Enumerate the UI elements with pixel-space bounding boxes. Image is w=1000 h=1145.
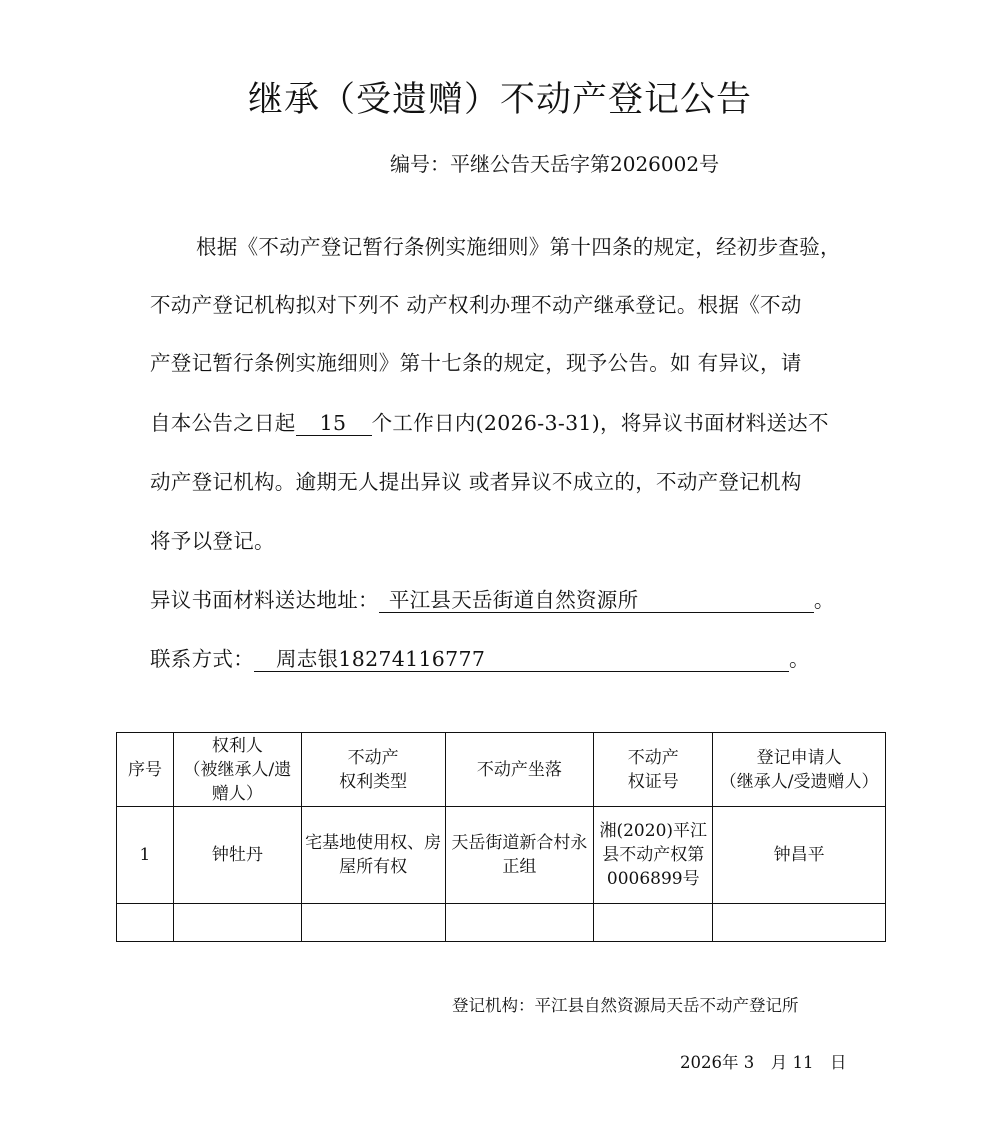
contact-end: 。: [789, 647, 810, 671]
header-cell: 不动产 权利类型: [301, 733, 445, 807]
header-cell: 权利人 （被继承人/遗 赠人）: [173, 733, 301, 807]
property-table: [116, 732, 886, 942]
empty-cell: [173, 904, 301, 942]
header-cell: 序号: [117, 733, 174, 807]
line4-prefix: 自本公告之日起: [150, 411, 296, 435]
table-header-row: [117, 733, 886, 807]
document-number: 编号：平继公告天岳字第2026002号: [390, 152, 720, 176]
table-row-empty: [117, 904, 886, 942]
notice-date: 2026年 3 月 11 日: [680, 1053, 847, 1072]
body-line-3: 产登记暂行条例实施细则》第十七条的规定，现予公告。如 有异议，请: [150, 351, 802, 375]
objection-days: 15: [296, 412, 372, 436]
empty-cell: [713, 904, 886, 942]
contact-line: [150, 642, 850, 672]
table-row: [117, 807, 886, 904]
cell-right-type: 宅基地使用权、房 屋所有权: [301, 807, 445, 904]
line4-suffix: 个工作日内(2026-3-31)，将异议书面材料送达不: [371, 411, 829, 435]
empty-cell: [594, 904, 713, 942]
contact-label: 联系方式：: [150, 647, 254, 671]
header-cell: 不动产坐落: [445, 733, 594, 807]
header-cell: 不动产 权证号: [594, 733, 713, 807]
empty-cell: [117, 904, 174, 942]
cell-location: 天岳街道新合村永 正组: [445, 807, 594, 904]
address-end: 。: [813, 588, 835, 612]
empty-cell: [301, 904, 445, 942]
address-value: 平江县天岳街道自然资源所: [379, 589, 814, 613]
body-line-2: 不动产登记机构拟对下列不 动产权利办理不动产继承登记。根据《不动: [150, 293, 802, 317]
contact-value: 周志银18274116777: [254, 648, 789, 672]
address-line: [150, 583, 850, 613]
body-line-4: [150, 406, 850, 436]
body-line-1: 根据《不动产登记暂行条例实施细则》第十四条的规定，经初步查验，: [196, 235, 841, 259]
cell-index: 1: [117, 807, 174, 904]
empty-cell: [445, 904, 594, 942]
page-title: 继承（受遗赠）不动产登记公告: [247, 80, 752, 120]
body-line-5: 动产登记机构。逾期无人提出异议 或者异议不成立的，不动产登记机构: [150, 470, 802, 494]
registration-authority: 登记机构：平江县自然资源局天岳不动产登记所: [452, 996, 799, 1015]
header-cell: 登记申请人 （继承人/受遗赠人）: [713, 733, 886, 807]
cell-applicant: 钟昌平: [713, 807, 886, 904]
address-label: 异议书面材料送达地址：: [150, 588, 379, 612]
cell-certificate: 湘(2020)平江 县不动产权第 0006899号: [594, 807, 713, 904]
cell-owner: 钟牡丹: [173, 807, 301, 904]
body-line-6: 将予以登记。: [150, 529, 275, 553]
